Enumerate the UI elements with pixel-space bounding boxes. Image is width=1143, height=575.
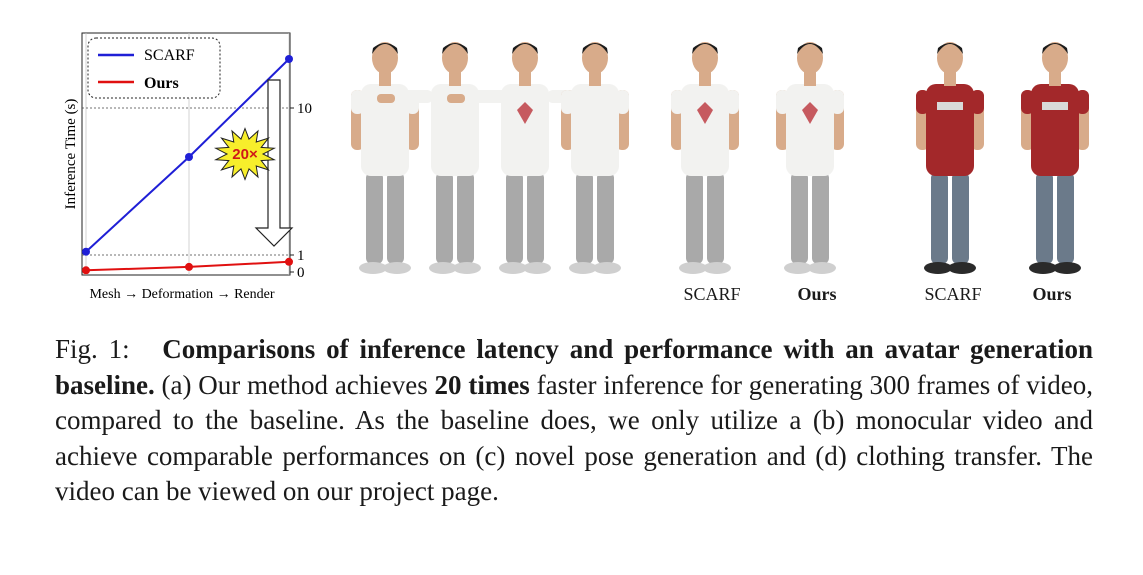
legend-label-scarf: SCARF bbox=[144, 47, 195, 64]
speedup-burst bbox=[216, 129, 274, 180]
point-scarf bbox=[185, 153, 193, 161]
caption-title: Comparisons of inference latency and performance with an avatar generation baseline. bbox=[55, 334, 1093, 400]
point-ours bbox=[82, 266, 90, 274]
legend-label-ours: Ours bbox=[144, 75, 179, 92]
figure-caption bbox=[55, 332, 1093, 510]
point-ours bbox=[285, 258, 293, 266]
monocular-video-views bbox=[345, 30, 635, 290]
clothing-transfer-scarf bbox=[916, 42, 984, 274]
label-c-ours: Ours bbox=[797, 284, 837, 304]
latency-chart bbox=[30, 28, 330, 313]
y-tick-label: 1 bbox=[297, 248, 305, 264]
caption-emphasis: 20 times bbox=[434, 369, 530, 400]
label-d-ours: Ours bbox=[1032, 284, 1072, 304]
caption-text-1: (a) Our method achieves bbox=[161, 369, 428, 400]
point-scarf bbox=[285, 55, 293, 63]
caption-fig-number: Fig. 1: bbox=[55, 334, 130, 364]
point-scarf bbox=[82, 248, 90, 256]
y-tick-label: 10 bbox=[297, 101, 312, 117]
view-side-right bbox=[561, 42, 629, 274]
novel-pose-comparison bbox=[650, 30, 870, 290]
clothing-transfer-ours bbox=[1021, 42, 1089, 274]
speedup-label: 20× bbox=[232, 146, 258, 163]
view-side-left bbox=[351, 42, 419, 274]
label-c-scarf: SCARF bbox=[683, 284, 741, 304]
novel-pose-ours bbox=[776, 42, 844, 274]
point-ours bbox=[185, 263, 193, 271]
clothing-transfer-comparison bbox=[895, 30, 1115, 290]
label-d-scarf: SCARF bbox=[924, 284, 982, 304]
novel-pose-scarf bbox=[671, 42, 739, 274]
caption-text-2: faster inference for generating 300 frames of video, compared to the baseline. As the baseline does, we only utilize a (b) monocular video and achieve comparable performances on (c) novel pose generation and (d) clothing transfer. The video can be viewed on our project page. bbox=[55, 369, 1094, 506]
y-axis-label: Inference Time (s) bbox=[63, 98, 79, 210]
y-tick-label: 0 bbox=[297, 265, 305, 281]
y-ticks bbox=[290, 101, 312, 281]
x-axis-label: Mesh → Deformation → Render bbox=[89, 287, 275, 302]
legend bbox=[88, 38, 220, 98]
